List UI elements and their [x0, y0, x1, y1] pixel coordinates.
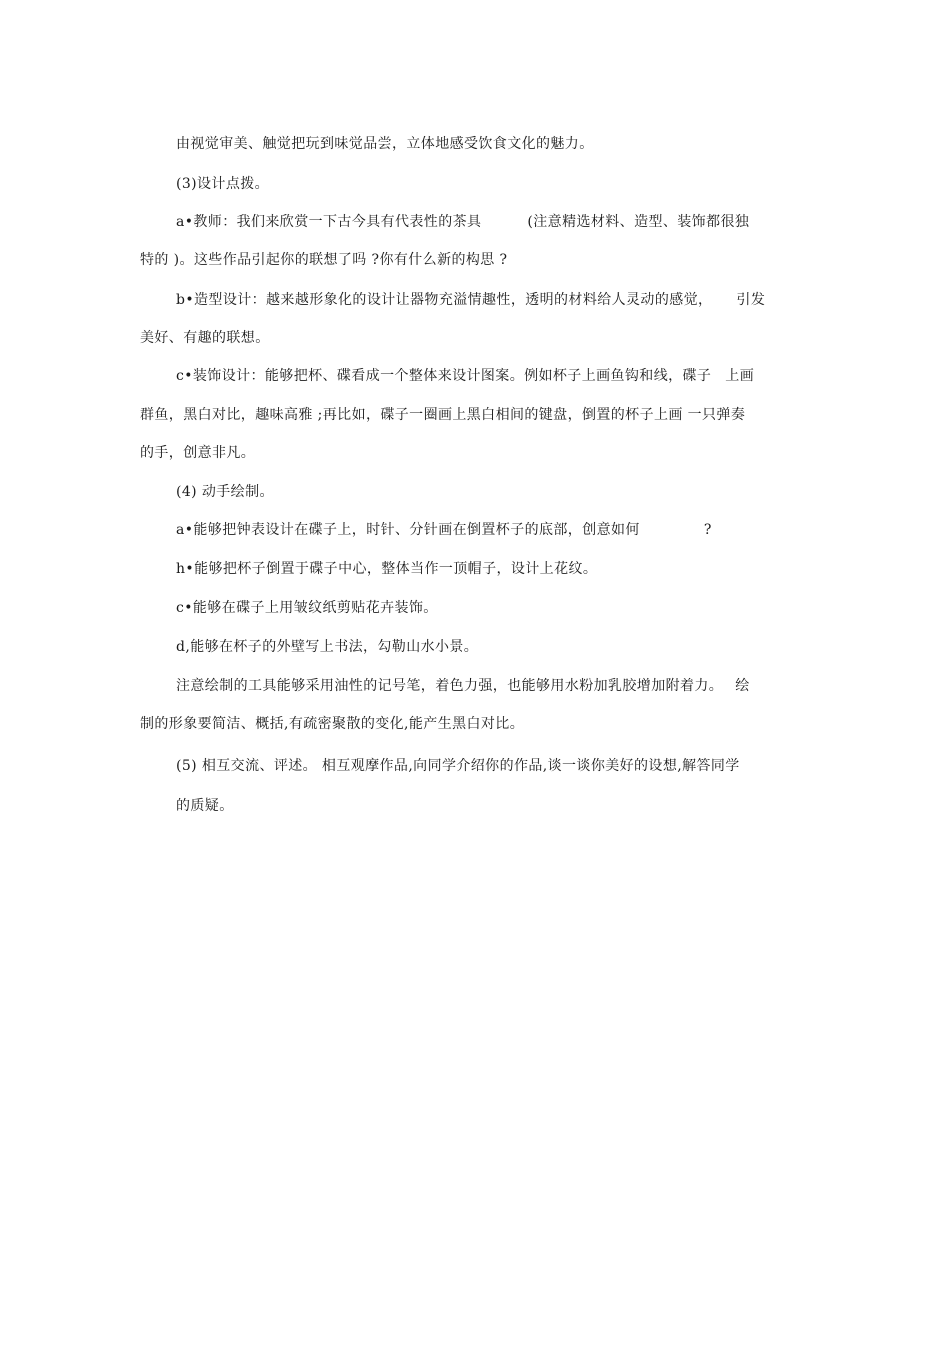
paragraph-line: [176, 366, 754, 386]
paragraph-line: [176, 290, 765, 310]
text-segment: 引发: [736, 292, 766, 308]
text-segment: a•能够把钟表设计在碟子上，时针、分针画在倒置杯子的底部，创意如何: [176, 522, 640, 538]
text-segment: 绘: [735, 678, 750, 694]
paragraph-line: 的质疑。: [176, 798, 234, 814]
text-segment: b•造型设计：越来越形象化的设计让器物充溢情趣性，透明的材料给人灵动的感觉，: [176, 292, 713, 308]
paragraph-line: [176, 212, 749, 232]
section-heading-3: (3)设计点拨。: [176, 176, 270, 192]
paragraph-line: 制的形象要简洁、概括,有疏密聚散的变化,能产生黑白对比。: [140, 716, 525, 732]
text-segment: 注意绘制的工具能够采用油性的记号笔，着色力强，也能够用水粉加乳胶增加附着力。: [176, 678, 724, 694]
paragraph-line: 由视觉审美、触觉把玩到味觉品尝，立体地感受饮食文化的魅力。: [176, 136, 594, 152]
text-segment: (注意精选材料、造型、装饰都很独: [527, 214, 750, 230]
list-item: h•能够把杯子倒置于碟子中心，整体当作一顶帽子，设计上花纹。: [176, 561, 598, 577]
section-heading-4: (4) 动手绘制。: [176, 484, 274, 500]
text-segment: c•装饰设计：能够把杯、碟看成一个整体来设计图案。例如杯子上画鱼钩和线，碟子: [176, 368, 712, 384]
paragraph-line: [176, 676, 750, 696]
text-segment: ?: [703, 522, 712, 538]
text-segment: a•教师：我们来欣赏一下古今具有代表性的茶具: [176, 214, 482, 230]
list-item: d,能够在杯子的外壁写上书法，勾勒山水小景。: [176, 639, 479, 655]
paragraph-line: 特的 )。这些作品引起你的联想了吗 ?你有什么新的构思 ?: [140, 252, 508, 268]
paragraph-line: 美好、有趣的联想。: [140, 330, 270, 346]
paragraph-line: 的手，创意非凡。: [140, 445, 256, 461]
section-heading-5: (5) 相互交流、评述。 相互观摩作品,向同学介绍你的作品,谈一谈你美好的设想,解答同学: [176, 758, 740, 774]
list-item: c•能够在碟子上用皱纹纸剪贴花卉装饰。: [176, 600, 438, 616]
text-segment: 上画: [725, 368, 755, 384]
paragraph-line: 群鱼，黑白对比，趣味高雅 ;再比如，碟子一圈画上黑白相间的键盘，倒置的杯子上画 一只弹奏: [140, 407, 746, 423]
list-item: [176, 520, 712, 540]
